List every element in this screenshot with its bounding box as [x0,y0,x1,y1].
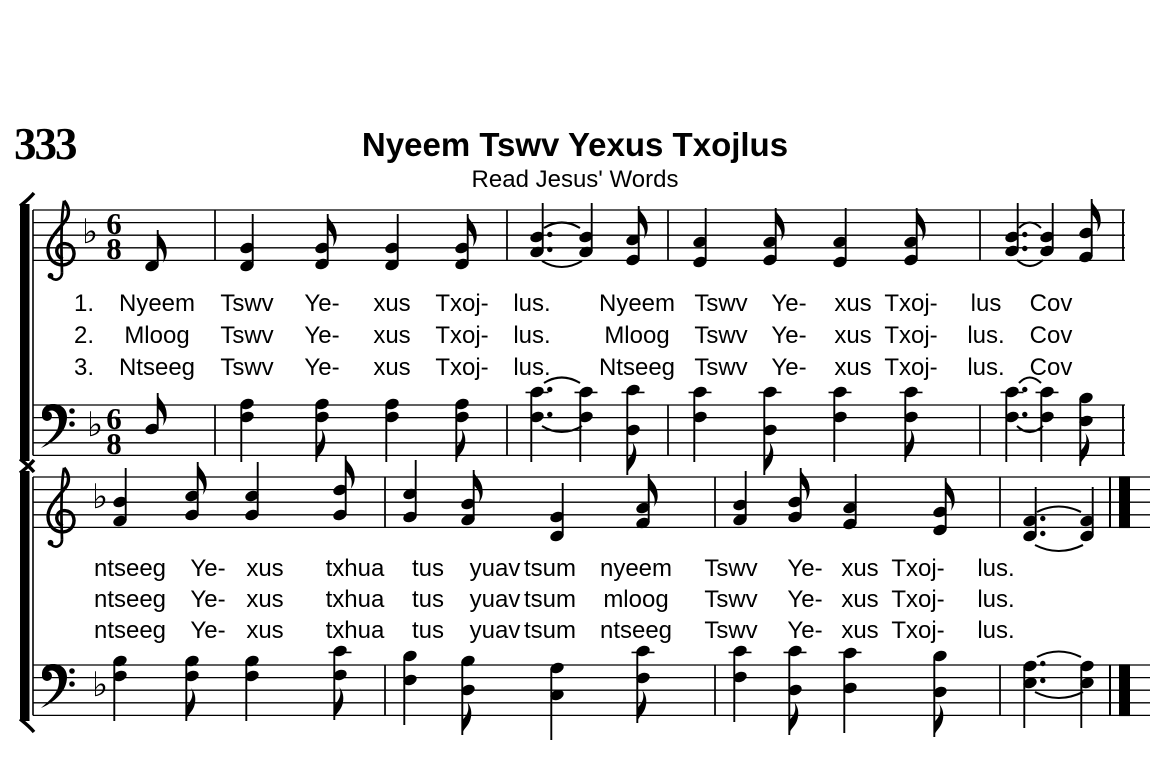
score-text: tsum [523,555,577,582]
score-text: xus [246,586,284,613]
note-event [1078,199,1101,264]
score-text: Ye- [771,322,807,349]
score-text: xus [834,322,872,349]
score-text: 8 [106,426,122,461]
score-text: 1. [73,290,95,317]
score-text: lus. [967,322,1005,349]
score-text: Tswv [694,354,748,381]
score-text: xus [834,354,872,381]
note-event [632,644,655,723]
score-text: mloog [603,586,669,613]
system-1 [20,193,1125,475]
note-event [1004,203,1028,258]
score-text: lus. [977,586,1015,613]
note-event [144,230,167,273]
score-text: xus [373,290,411,317]
note-event [1001,385,1028,462]
note-event [329,644,352,720]
note-event [900,385,923,462]
score-text: Ye- [787,555,823,582]
score-text: xus [246,555,284,582]
note-event [112,654,128,721]
score-text: Mloog [604,322,670,349]
lyrics-block [74,290,1072,381]
note-event [1079,659,1095,728]
score-text: lus. [513,322,551,349]
score-text: lus. [513,354,551,381]
score-text: ntseeg [93,617,167,644]
page-title: Nyeem Tswv Yexus Txojlus [361,126,789,163]
score-text: Cov [1029,290,1073,317]
score-text: Nyeem [118,290,196,317]
lyrics-verse-row [94,586,1015,613]
treble-staff [33,199,1125,280]
note-event [529,203,553,259]
score-text: Txoj- [435,322,489,349]
note-event [1039,203,1055,258]
note-event [689,385,712,462]
note-event [549,661,565,740]
treble-clef-icon [48,468,74,547]
score-text: tsum [523,617,577,644]
note-event [903,208,926,267]
score-text: Txoj- [884,290,938,317]
score-text: xus [373,354,411,381]
time-signature [106,401,122,461]
score-text: tus [411,555,445,582]
system-2 [20,456,1150,740]
score-text: Tswv [694,322,748,349]
score-text: Ye- [304,322,340,349]
score-text: Tswv [694,290,748,317]
score-text: xus [834,290,872,317]
note-event [239,397,255,462]
score-text: Nyeem [598,290,676,317]
score-text: xus [841,555,879,582]
score-text: Ntseeg [598,354,676,381]
score-text: Ye- [190,586,226,613]
note-event [762,208,785,267]
note-event [784,644,807,735]
time-signature [106,206,122,266]
score-text: Tswv [704,617,758,644]
score-text: xus [841,617,879,644]
score-text: yuav [469,555,521,582]
score-text: Tswv [704,555,758,582]
note-event [384,397,400,462]
score-text: Ye- [304,290,340,317]
score-text: yuav [469,617,521,644]
note-event [1022,659,1046,728]
score-text: Txoj- [884,322,938,349]
score-text: Txoj- [435,354,489,381]
note-event [1036,385,1059,462]
score-text: ntseeg [599,617,673,644]
note-event [625,206,648,267]
tie [1017,223,1043,267]
note-event [460,470,483,527]
score-text: Ntseeg [118,354,196,381]
note-event [402,649,418,725]
score-text: Tswv [220,322,274,349]
score-text: lus [970,290,1002,317]
lyrics-block [94,555,1015,644]
score-text: Txoj- [435,290,489,317]
note-event [829,385,852,462]
bass-clef-icon [41,404,75,448]
score-text: ♭ [91,665,109,705]
score-text: Ye- [787,586,823,613]
score-text: ntseeg [93,586,167,613]
lyrics-verse-row [94,617,1015,644]
score-text: nyeem [599,555,673,582]
note-event [932,649,948,737]
score-text: Txoj- [891,586,945,613]
score-text: tus [411,586,445,613]
tie [1035,652,1083,699]
score-text: Ye- [190,555,226,582]
lyrics-verse-row [74,290,1072,317]
note-event [729,644,752,722]
bass-staff [33,378,1125,476]
note-event [622,383,645,475]
note-event [839,646,862,733]
system-bracket [20,193,34,472]
score-text: Cov [1029,354,1073,381]
score-text: 2. [73,322,95,349]
score-text: tsum [523,586,577,613]
tie [1035,507,1083,552]
score-text: Txoj- [884,354,938,381]
note-event [314,397,330,462]
page-subtitle: Read Jesus' Words [471,166,679,193]
score-text: ♭ [86,405,104,445]
score-text: 3. [73,354,95,381]
score-text: lus. [967,354,1005,381]
note-event [184,654,200,721]
note-event [1078,391,1094,466]
score-text: tus [411,617,445,644]
note-event [460,654,476,735]
score-text: xus [373,322,411,349]
note-event [184,462,207,522]
score-text: xus [841,586,879,613]
lyrics-verse-row [94,555,1015,582]
score-text: Txoj- [891,617,945,644]
note-event [575,385,598,462]
lyrics-verse-row [74,354,1072,381]
score-text: Tswv [704,586,758,613]
note-event [526,385,553,462]
score-text: Tswv [220,290,274,317]
score-text: txhua [325,617,385,644]
treble-clef-icon [48,201,74,280]
score-text: Txoj- [891,555,945,582]
score-text: 6 [106,206,122,241]
note-event [732,471,748,527]
bass-staff [33,644,1150,740]
treble-staff [33,456,1150,551]
score-text: ♭ [81,212,99,252]
score-text: Ye- [771,290,807,317]
score-text: ♭ [91,477,109,517]
score-text: Ye- [771,354,807,381]
score-text: txhua [325,555,385,582]
lyrics-verse-row [74,322,1072,349]
note-event [454,397,470,462]
score-text: Tswv [220,354,274,381]
score-text: lus. [513,290,551,317]
note-event [578,203,594,259]
score-text: yuav [469,586,521,613]
note-event [549,483,565,543]
score-text: txhua [325,586,385,613]
score-text: 6 [106,401,122,436]
score-text: Mloog [124,322,190,349]
note-event [932,478,955,537]
score-text: Ye- [190,617,226,644]
score-text: ntseeg [93,555,167,582]
system-bracket [20,460,34,732]
score-text: Ye- [304,354,340,381]
bass-clef-icon [41,664,75,708]
score-text: lus. [977,617,1015,644]
score-text: lus. [977,555,1015,582]
score-text: Ye- [787,617,823,644]
score-text: Cov [1029,322,1073,349]
hymn-number: 333 [14,119,76,169]
score-text: 8 [106,231,122,266]
note-event [244,462,260,522]
score-text: xus [246,617,284,644]
note-event [244,654,260,721]
